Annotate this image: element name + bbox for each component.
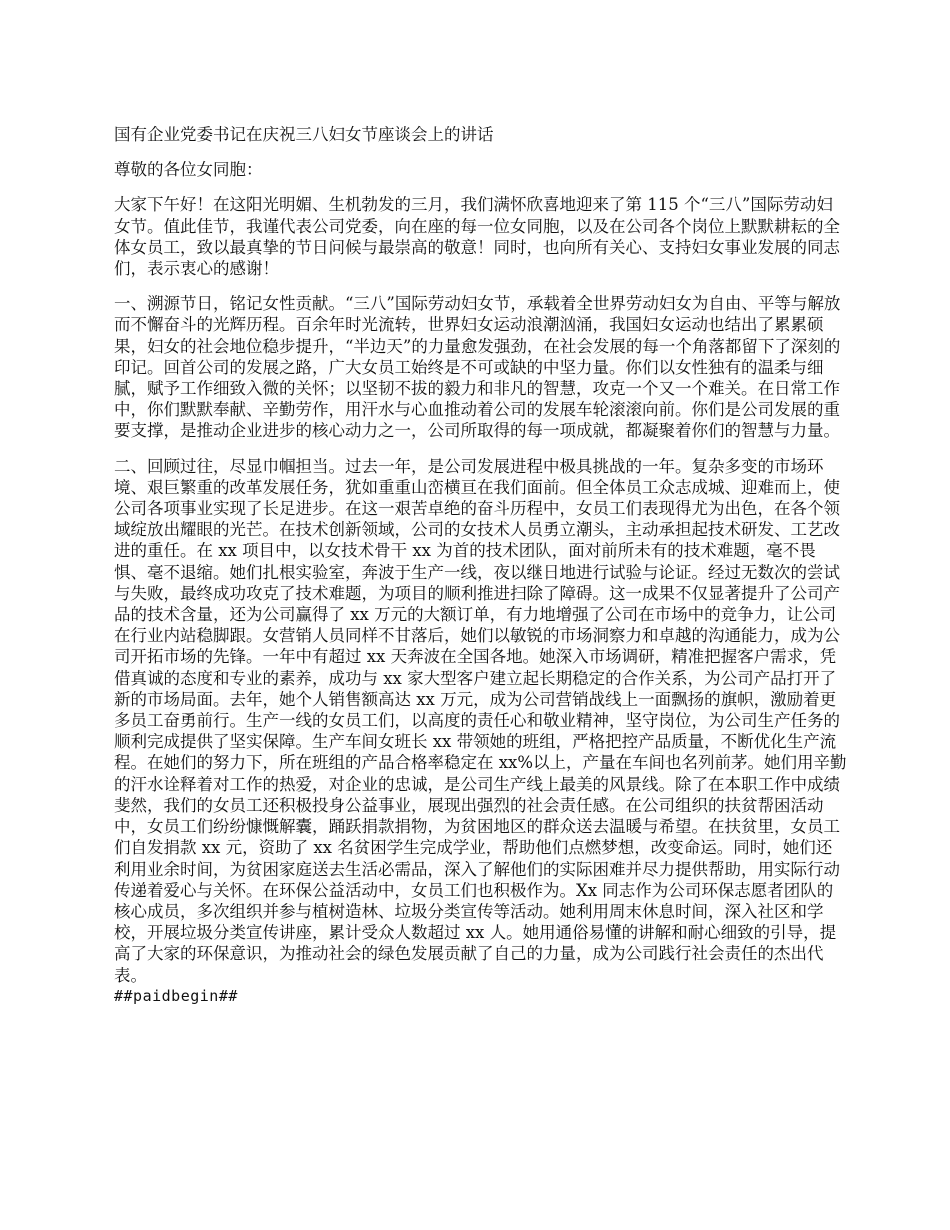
- paid-begin-marker: ##paidbegin##: [114, 986, 238, 1005]
- paragraph-greeting: 大家下午好！在这阳光明媚、生机勃发的三月，我们满怀欣喜地迎来了第 115 个“三八”国际劳动妇女节。值此佳节，我谨代表公司党委，向在座的每一位女同胞，以及在公司各个岗位上默默耕耘的全体女员工，致以最真挚的节日问候与最崇高的敬意！同时，也向所有关心、支持妇女事业发展的同志们，表示衷心的感谢！: [114, 195, 840, 279]
- salutation: 尊敬的各位女同胞：: [114, 160, 263, 180]
- paragraph-section-two: 二、回顾过往，尽显巾帼担当。过去一年，是公司发展进程中极具挑战的一年。复杂多变的市场环境、艰巨繁重的改革发展任务，犹如重重山峦横亘在我们面前。但全体员工众志成城、迎难而上，使公司各项事业实现了长足进步。在这一艰苦卓绝的奋斗历程中，女员工们表现得尤为出色，在各个领域绽放出耀眼的光芒。在技术创新领域，公司的女技术人员勇立潮头，主动承担起技术研发、工艺改进的重任。在 xx 项目中，以女技术骨干 xx 为首的技术团队，面对前所未有的技术难题，毫不畏惧、毫不退缩。她们扎根实验室，奔波于生产一线，夜以继日地进行试验与论证。经过无数次的尝试与失败，最终成功攻克了技术难题，为项目的顺利推进扫除了障碍。这一成果不仅显著提升了公司产品的技术含量，还为公司赢得了 xx 万元的大额订单，有力地增强了公司在市场中的竞争力，让公司在行业内站稳脚跟。女营销人员同样不甘落后，她们以敏锐的市场洞察力和卓越的沟通能力，成为公司开拓市场的先锋。一年中有超过 xx 天奔波在全国各地。她深入市场调研，精准把握客户需求，凭借真诚的态度和专业的素养，成功与 xx 家大型客户建立起长期稳定的合作关系，为公司产品打开了新的市场局面。去年，她个人销售额高达 xx 万元，成为公司营销战线上一面飘扬的旗帜，激励着更多员工奋勇前行。生产一线的女员工们，以高度的责任心和敬业精神，坚守岗位，为公司生产任务的顺利完成提供了坚实保障。生产车间女班长 xx 带领她的班组，严格把控产品质量，不断优化生产流程。在她们的努力下，所在班组的产品合格率稳定在 xx%以上，产量在车间也名列前茅。她们用辛勤的汗水诠释着对工作的热爱，对企业的忠诚，是公司生产线上最美的风景线。除了在本职工作中成绩斐然，我们的女员工还积极投身公益事业，展现出强烈的社会责任感。在公司组织的扶贫帮困活动中，女员工们纷纷慷慨解囊，踊跃捐款捐物，为贫困地区的群众送去温暖与希望。在扶贫里，女员工们自发捐款 xx 元，资助了 xx 名贫困学生完成学业，帮助他们点燃梦想，改变命运。同时，她们还利用业余时间，为贫困家庭送去生活必需品，深入了解他们的实际困难并尽力提供帮助，用实际行动传递着爱心与关怀。在环保公益活动中，女员工们也积极作为。Xx 同志作为公司环保志愿者团队的核心成员，多次组织并参与植树造林、垃圾分类宣传等活动。她利用周末休息时间，深入社区和学校，开展垃圾分类宣传讲座，累计受众人数超过 xx 人。她用通俗易懂的讲解和耐心细致的引导，提高了大家的环保意识，为推动社会的绿色发展贡献了自己的力量，成为公司践行社会责任的杰出代表。: [114, 456, 847, 985]
- document-title: 国有企业党委书记在庆祝三八妇女节座谈会上的讲话: [114, 125, 494, 144]
- document-body: [114, 124, 848, 1006]
- paragraph-section-one: 一、溯源节日，铭记女性贡献。“三八”国际劳动妇女节，承载着全世界劳动妇女为自由、平等与解放而不懈奋斗的光辉历程。百余年时光流转，世界妇女运动浪潮汹涌，我国妇女运动也结出了累累硕果，妇女的社会地位稳步提升，“半边天”的力量愈发强劲，在社会发展的每一个角落都留下了深刻的印记。回首公司的发展之路，广大女员工始终是不可或缺的中坚力量。你们以女性独有的温柔与细腻，赋予工作细致入微的关怀；以坚韧不拔的毅力和非凡的智慧，攻克一个又一个难关。在日常工作中，你们默默奉献、辛勤劳作，用汗水与心血推动着公司的发展车轮滚滚向前。你们是公司发展的重要支撑，是推动企业进步的核心动力之一，公司所取得的每一项成就，都凝聚着你们的智慧与力量。: [114, 294, 841, 441]
